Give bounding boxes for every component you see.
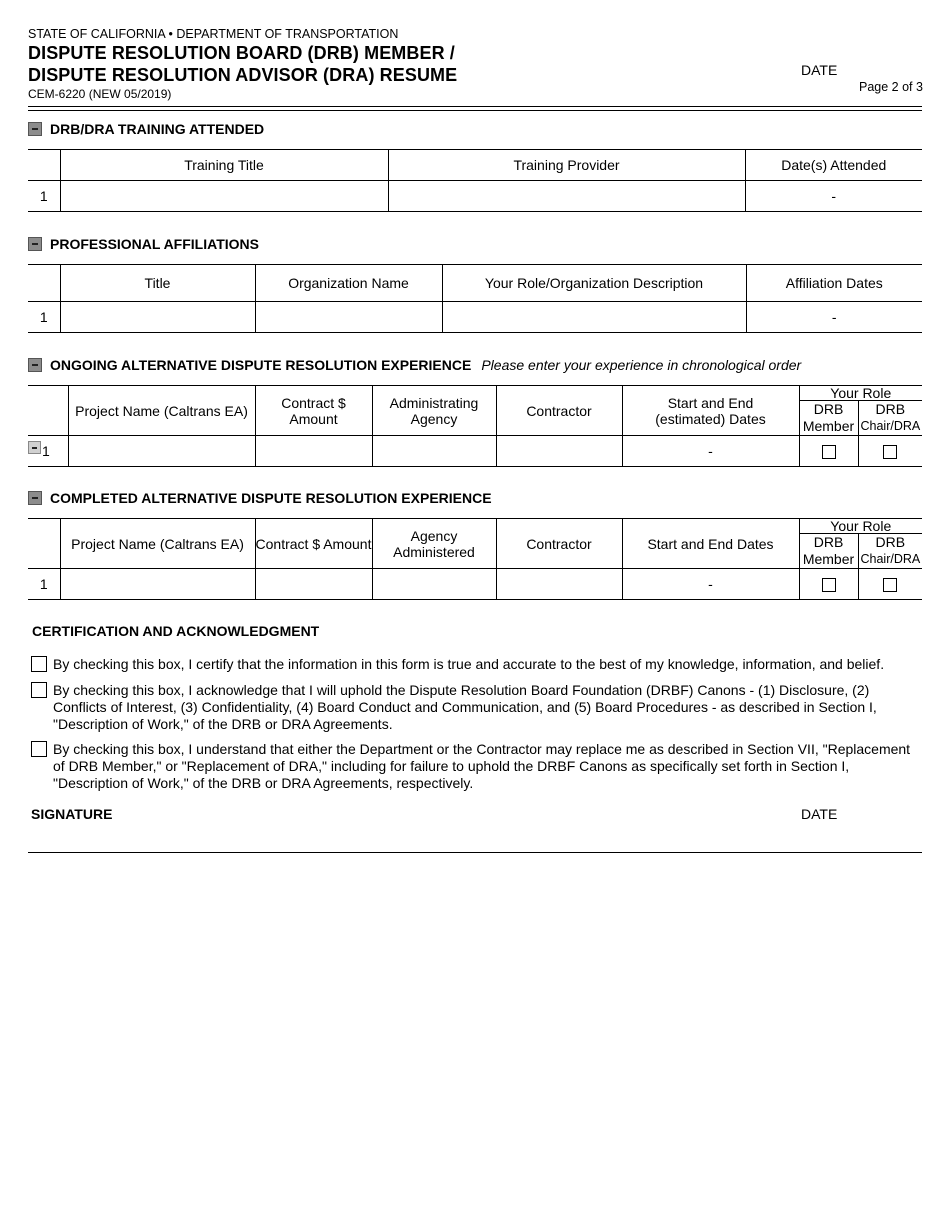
contract-amount-input[interactable] (255, 436, 372, 467)
training-title-input[interactable] (60, 181, 388, 212)
agency-input[interactable] (372, 436, 496, 467)
training-heading-text: DRB/DRA TRAINING ATTENDED (50, 121, 265, 137)
col-drb-member (799, 534, 858, 569)
row-number: 1 (28, 181, 60, 212)
col-training-provider: Training Provider (388, 150, 745, 181)
contractor-input[interactable] (496, 436, 622, 467)
training-table (28, 149, 922, 212)
col-start-end-dates: Start and End Dates (622, 519, 799, 569)
row-number: 1 (42, 443, 50, 459)
certification-item (31, 741, 921, 792)
col-drb-member (799, 401, 858, 436)
drb-member-checkbox[interactable] (822, 445, 836, 459)
page-number: Page 2 of 3 (859, 80, 923, 94)
drb-chair-cell (858, 436, 922, 467)
col-drb-label: DRB (875, 534, 906, 550)
certification-text: By checking this box, I understand that either the Department or the Contractor may replace me as described in Section VII, "Replacement of DRB Member," or "Replacement of DRA," including for failure to uphold the DRBF Canons as specifically set forth in Section I, "Description of Work," of the DRB or DRA Agreements, respectively. (53, 741, 911, 791)
certify-accuracy-checkbox[interactable] (31, 656, 47, 672)
row-number-header (28, 519, 60, 569)
form-title-line1: DISPUTE RESOLUTION BOARD (DRB) MEMBER / (28, 43, 455, 63)
agency-input[interactable] (372, 569, 496, 600)
col-agency-administered (372, 519, 496, 569)
col-chair-label: Chair/DRA (860, 419, 921, 433)
affiliations-table (28, 264, 922, 333)
remove-row-icon[interactable] (28, 441, 41, 454)
contract-amount-input[interactable] (255, 569, 372, 600)
col-project-name: Project Name (Caltrans EA) (68, 386, 255, 436)
ongoing-section-heading (28, 357, 801, 373)
contractor-input[interactable] (496, 569, 622, 600)
col-role-description: Your Role/Organization Description (442, 265, 746, 302)
affiliations-heading-text: PROFESSIONAL AFFILIATIONS (50, 236, 259, 252)
col-contract-amount: Contract $ Amount (255, 519, 372, 569)
form-number: CEM-6220 (NEW 05/2019) (28, 87, 172, 101)
affiliation-dates-input[interactable]: - (746, 302, 922, 333)
row-number-header (28, 265, 60, 302)
drb-chair-cell (858, 569, 922, 600)
col-affiliation-title: Title (60, 265, 255, 302)
col-agency-l1: Administrating (389, 394, 479, 411)
col-contract-amount (255, 386, 372, 436)
form-title-line2: DISPUTE RESOLUTION ADVISOR (DRA) RESUME (28, 65, 458, 85)
col-project-name: Project Name (Caltrans EA) (60, 519, 255, 569)
col-chair-label: Chair/DRA (860, 552, 921, 566)
drb-member-cell (799, 569, 858, 600)
training-provider-input[interactable] (388, 181, 745, 212)
col-organization-name: Organization Name (255, 265, 442, 302)
col-member-label: Member (802, 551, 855, 567)
completed-section-heading (28, 490, 492, 506)
col-member-label: Member (802, 418, 855, 434)
col-your-role: Your Role (799, 519, 922, 534)
col-administrating-agency (372, 386, 496, 436)
certification-text: By checking this box, I acknowledge that I will uphold the Dispute Resolution Board Foundation (DRBF) Canons - (1) Disclosure, (2) Conflicts of Interest, (3) Confidentiality, (4) Board Conduct and Communication, and (5) Board Procedures - as described in Section I, "Description of Work," of the DRB or DRA Agreements. (53, 682, 877, 732)
completed-table (28, 518, 922, 600)
signature-label: SIGNATURE (31, 806, 113, 822)
drb-chair-checkbox[interactable] (883, 445, 897, 459)
col-drb-chair (858, 401, 922, 436)
table-row (28, 181, 922, 212)
affiliations-section-heading (28, 236, 259, 252)
col-affiliation-dates: Affiliation Dates (746, 265, 922, 302)
table-row (28, 436, 922, 467)
row-number: 1 (28, 302, 60, 333)
certification-item (31, 656, 921, 673)
form-title (28, 42, 457, 86)
certification-item (31, 682, 921, 733)
dates-input[interactable]: - (622, 436, 799, 467)
drb-member-checkbox[interactable] (822, 578, 836, 592)
certification-text: By checking this box, I certify that the information in this form is true and accurate to the best of my knowledge, information, and belief. (53, 656, 885, 672)
col-agency-l2: Administered (393, 543, 475, 560)
col-contractor: Contractor (496, 519, 622, 569)
ongoing-heading-text: ONGOING ALTERNATIVE DISPUTE RESOLUTION EXPERIENCE (50, 357, 472, 373)
col-dates-attended: Date(s) Attended (745, 150, 922, 181)
col-your-role: Your Role (799, 386, 922, 401)
collapse-icon[interactable] (28, 122, 42, 136)
signature-line[interactable] (28, 852, 922, 853)
col-agency-l2: Agency (410, 410, 458, 427)
training-section-heading (28, 121, 264, 137)
row-number-cell (28, 436, 68, 467)
col-drb-label: DRB (875, 401, 906, 417)
collapse-icon[interactable] (28, 237, 42, 251)
role-description-input[interactable] (442, 302, 746, 333)
project-name-input[interactable] (68, 436, 255, 467)
drb-chair-checkbox[interactable] (883, 578, 897, 592)
collapse-icon[interactable] (28, 491, 42, 505)
header-rule (28, 106, 922, 107)
col-dates-l2: (estimated) Dates (655, 410, 766, 427)
col-drb-label: DRB (813, 534, 844, 550)
completed-heading-text: COMPLETED ALTERNATIVE DISPUTE RESOLUTION EXPERIENCE (50, 490, 492, 506)
col-training-title: Training Title (60, 150, 388, 181)
affiliation-title-input[interactable] (60, 302, 255, 333)
agency-line: STATE OF CALIFORNIA • DEPARTMENT OF TRANSPORTATION (28, 27, 399, 41)
table-row (28, 302, 922, 333)
col-drb-chair (858, 534, 922, 569)
dates-attended-input[interactable]: - (745, 181, 922, 212)
understand-replacement-checkbox[interactable] (31, 741, 47, 757)
acknowledge-canons-checkbox[interactable] (31, 682, 47, 698)
signature-date-label: DATE (801, 806, 838, 822)
col-drb-label: DRB (813, 401, 844, 417)
organization-name-input[interactable] (255, 302, 442, 333)
col-contract-amount-l1: Contract $ (281, 394, 346, 411)
row-number: 1 (28, 569, 60, 600)
header-date-label: DATE (801, 62, 838, 78)
row-number-header (28, 150, 60, 181)
col-agency-l1: Agency (410, 527, 458, 544)
dates-input[interactable]: - (622, 569, 799, 600)
project-name-input[interactable] (60, 569, 255, 600)
col-contractor: Contractor (496, 386, 622, 436)
col-dates-l1: Start and End (667, 394, 754, 411)
ongoing-table (28, 385, 922, 467)
table-row (28, 569, 922, 600)
ongoing-note: Please enter your experience in chronological order (481, 357, 802, 373)
col-contract-amount-l2: Amount (289, 410, 338, 427)
certification-heading: CERTIFICATION AND ACKNOWLEDGMENT (32, 623, 320, 639)
col-start-end-dates (622, 386, 799, 436)
row-number-header (28, 386, 68, 436)
drb-member-cell (799, 436, 858, 467)
collapse-icon[interactable] (28, 358, 42, 372)
header-rule (28, 110, 922, 111)
